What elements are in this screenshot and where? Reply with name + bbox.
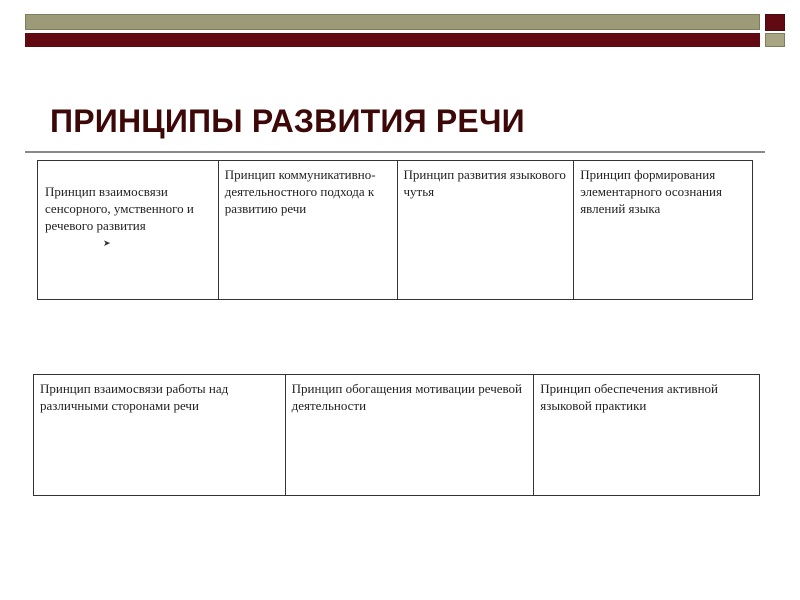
cell-text: Принцип коммуникативно-деятельностного подхода к развитию речи — [224, 167, 376, 216]
cell-text: Принцип взаимосвязи сенсорного, умственного и речевого развития — [45, 184, 194, 233]
cell-text: Принцип обеспечения активной языковой практики — [540, 381, 718, 413]
header-band-maroon — [25, 33, 760, 47]
title-divider — [25, 151, 765, 153]
principles-table-top — [37, 160, 753, 300]
table-cell — [534, 375, 760, 496]
table-cell — [218, 161, 397, 300]
cell-text: Принцип формирования элементарного осознания явлений языка — [580, 167, 722, 216]
table-cell — [397, 161, 574, 300]
cell-text: Принцип развития языкового чутья — [403, 167, 566, 199]
corner-square-maroon — [765, 14, 785, 31]
table-row — [34, 375, 760, 496]
table-cell — [574, 161, 753, 300]
principles-table-bottom — [33, 374, 760, 496]
cell-text: Принцип взаимосвязи работы над различными сторонами речи — [40, 381, 229, 413]
header-band-olive — [25, 14, 760, 30]
corner-square-olive — [765, 33, 785, 47]
table-cell — [34, 375, 286, 496]
slide-title: ПРИНЦИПЫ РАЗВИТИЯ РЕЧИ — [50, 103, 525, 139]
cell-text: Принцип обогащения мотивации речевой деятельности — [291, 381, 523, 413]
table-row — [38, 161, 753, 300]
table-cell — [38, 161, 219, 300]
table-cell — [285, 375, 534, 496]
arrow-bullet-icon: ➤ — [103, 238, 111, 248]
